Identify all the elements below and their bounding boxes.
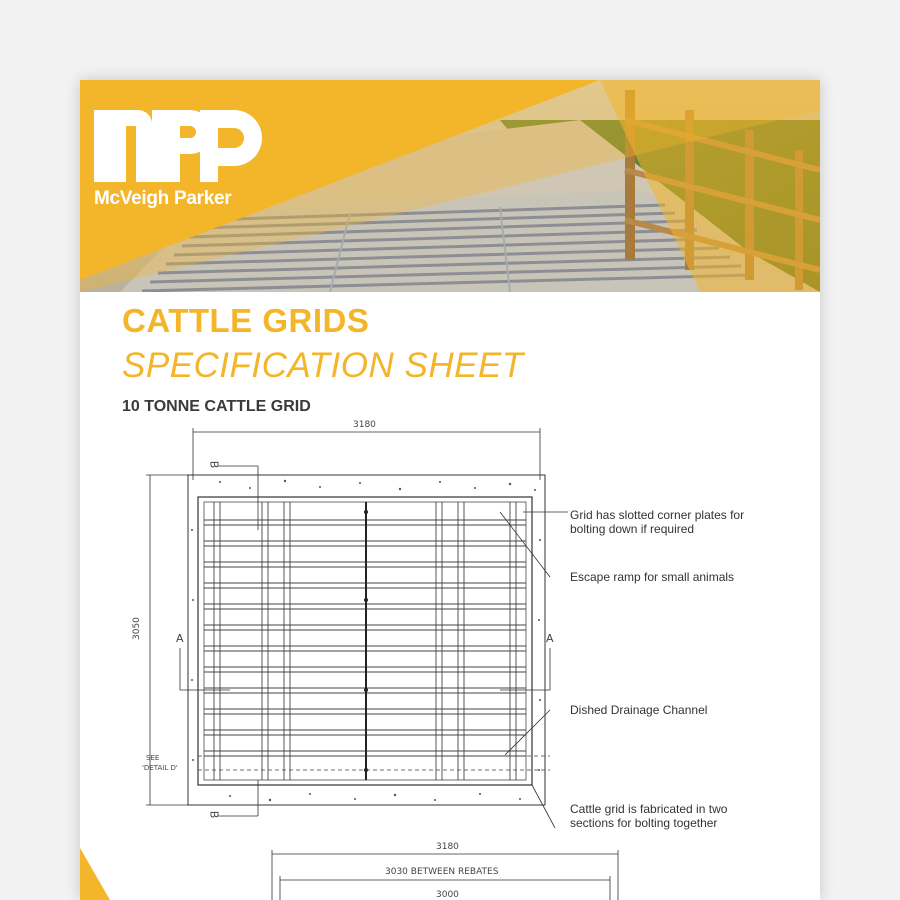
callout-corner-plates-line1: Grid has slotted corner plates for bbox=[570, 508, 745, 522]
callout-escape-ramp-line1: Escape ramp for small animals bbox=[570, 570, 735, 584]
cattle-grid-drawing bbox=[80, 80, 820, 900]
callout-drainage-channel-line1: Dished Drainage Channel bbox=[570, 703, 708, 717]
callout-corner-plates-line2: bolting down if required bbox=[570, 522, 695, 536]
lower-width-dimension: 3180 bbox=[436, 842, 459, 852]
corner-accent bbox=[80, 848, 110, 900]
section-title: 10 TONNE CATTLE GRID bbox=[122, 398, 311, 415]
between-rebates-dimension: 3030 BETWEEN REBATES bbox=[385, 867, 499, 877]
section-marker-b-bottom: B bbox=[207, 810, 221, 819]
see-detail-label-2: 'DETAIL D' bbox=[142, 764, 178, 772]
callout-corner-plates bbox=[570, 508, 744, 536]
page-subtitle: SPECIFICATION SHEET bbox=[122, 346, 524, 385]
height-dimension: 3050 bbox=[132, 617, 142, 640]
inner-dimension: 3000 bbox=[436, 890, 459, 900]
section-marker-b-top: B bbox=[207, 460, 221, 469]
callout-drainage-channel bbox=[570, 703, 707, 717]
spec-sheet-page bbox=[80, 80, 820, 900]
width-dimension: 3180 bbox=[353, 420, 376, 430]
section-marker-a-right: A bbox=[546, 632, 554, 645]
section-marker-a-left: A bbox=[176, 632, 184, 645]
see-detail-label-1: SEE bbox=[146, 754, 160, 762]
page-title: CATTLE GRIDS bbox=[122, 302, 370, 339]
callout-two-sections-line1: Cattle grid is fabricated in two bbox=[570, 802, 728, 816]
brand-name: McVeigh Parker bbox=[94, 188, 232, 209]
callout-escape-ramp bbox=[570, 570, 734, 584]
callout-two-sections-line2: sections for bolting together bbox=[570, 816, 718, 830]
callout-two-sections bbox=[570, 802, 727, 830]
